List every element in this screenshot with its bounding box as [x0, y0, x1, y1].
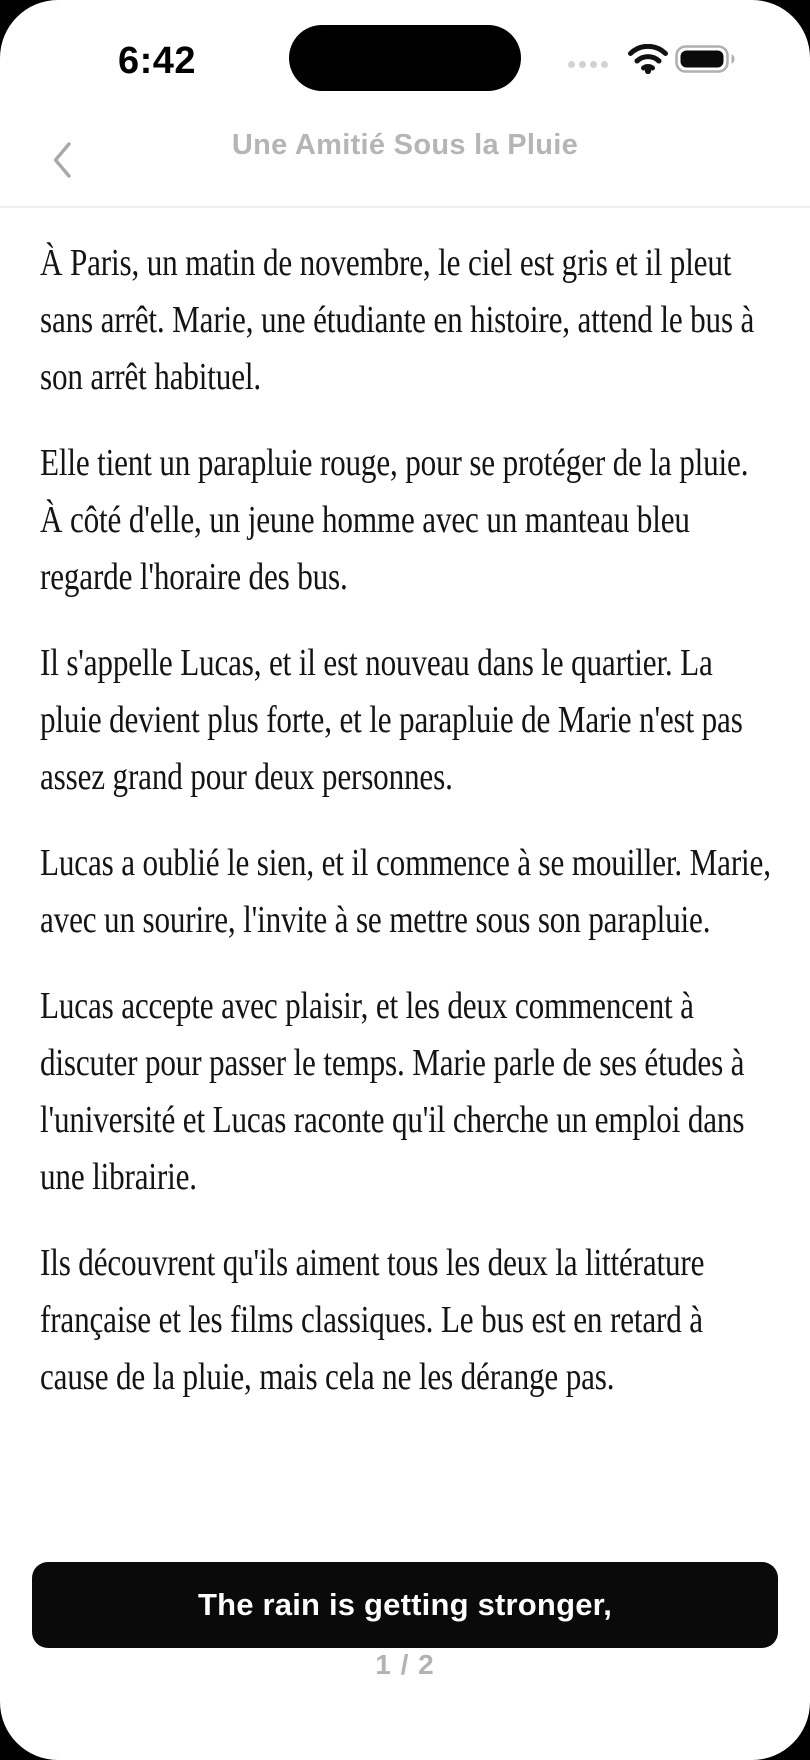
battery-icon: [675, 45, 739, 78]
story-paragraph: Elle tient un parapluie rouge, pour se protéger de la pluie. À côté d'elle, un jeune homme avec un manteau bleu regarde l'horaire des bus.: [40, 442, 749, 598]
status-time: 6:42: [118, 40, 197, 82]
story-paragraph: Lucas a oublié le sien, et il commence à se mouiller. Marie, avec un sourire, l'invite à se mettre sous son parapluie.: [40, 842, 771, 941]
story-paragraph: À Paris, un matin de novembre, le ciel est gris et il pleut sans arrêt. Marie, une étudiante en histoire, attend le bus à son arrêt habituel.: [40, 242, 755, 398]
page-indicator: 1 / 2: [375, 1649, 435, 1680]
story-paragraph: Lucas accepte avec plaisir, et les deux commencent à discuter pour passer le temps. Marie parle de ses études à l'université et Lucas raconte qu'il cherche un emploi dans une librairie.: [40, 985, 745, 1198]
dynamic-island: [289, 25, 521, 91]
story-paragraph: Ils découvrent qu'ils aiment tous les deux la littérature française et les films classiques. Le bus est en retard à cause de la pluie, mais cela ne les dérange pas.: [40, 1242, 705, 1398]
caption-banner: [32, 1562, 778, 1648]
story-text: [40, 235, 771, 1406]
back-chevron-icon: [51, 141, 73, 182]
reading-scroll-area[interactable]: [0, 208, 810, 1760]
cellular-dots-icon: [568, 61, 608, 68]
back-button[interactable]: [42, 136, 82, 186]
wifi-icon: [628, 44, 668, 79]
caption-text: The rain is getting stronger,: [197, 1587, 613, 1622]
page-title: Une Amitié Sous la Pluie: [231, 129, 579, 161]
story-paragraph: Il s'appelle Lucas, et il est nouveau dans le quartier. La pluie devient plus forte, et le parapluie de Marie n'est pas assez grand pour deux personnes.: [40, 642, 743, 798]
